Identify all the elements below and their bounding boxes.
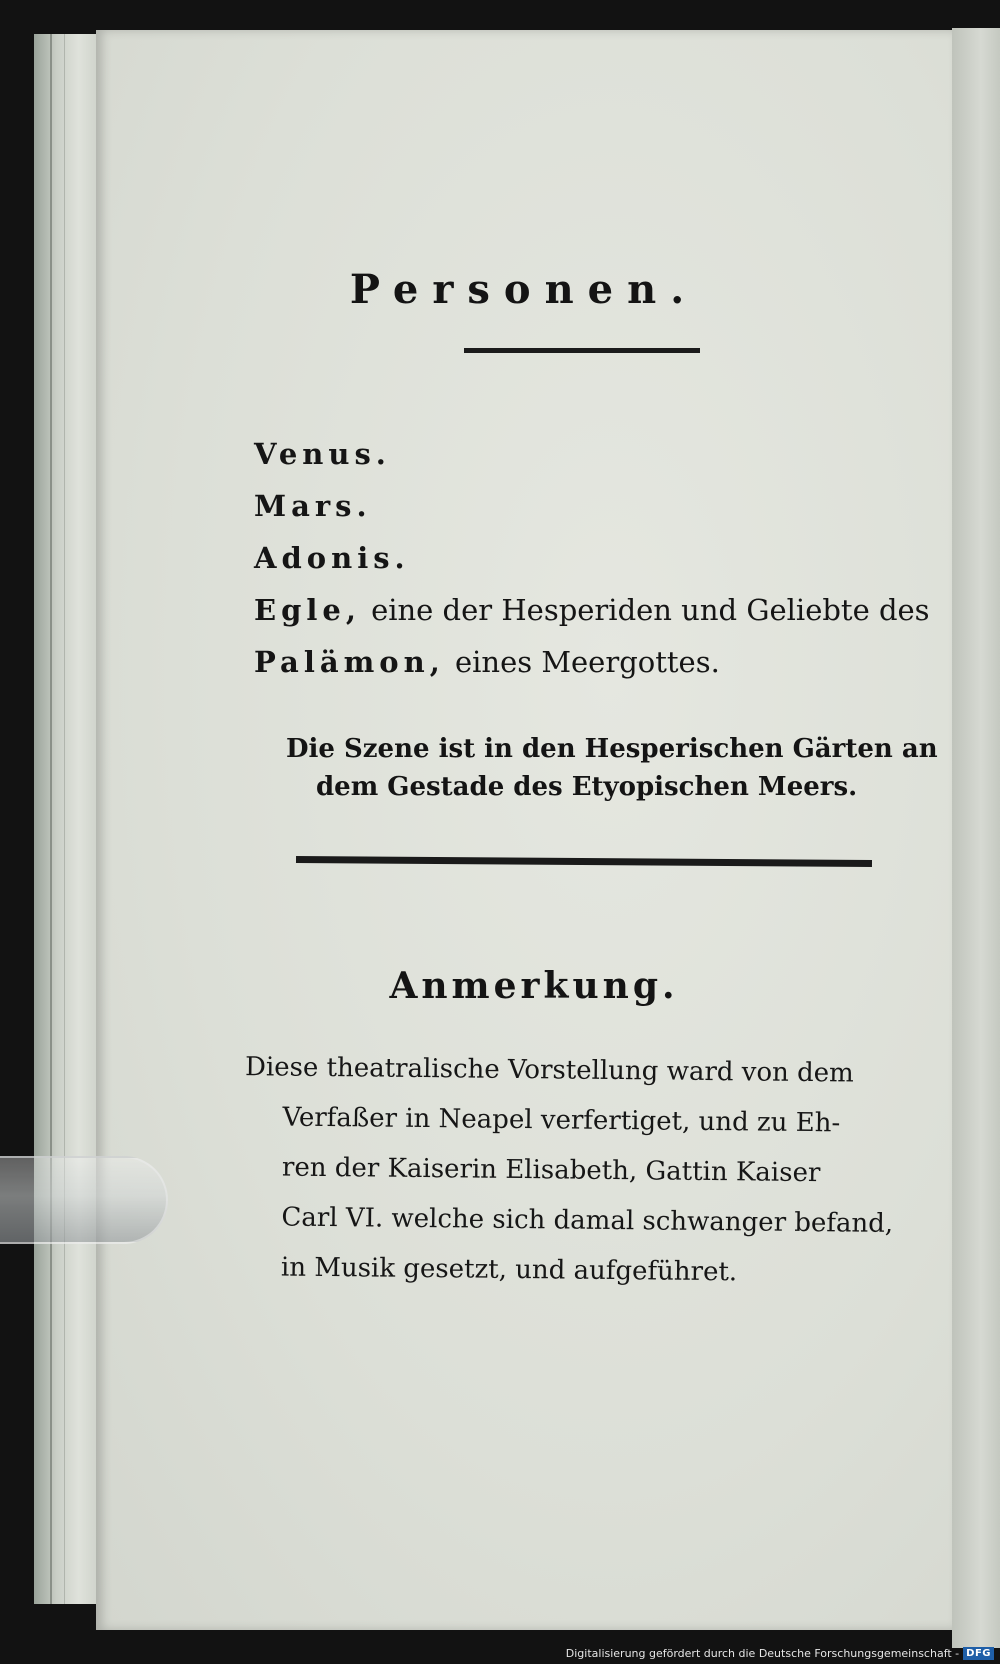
cast-item [254, 584, 930, 636]
divider-rule [464, 348, 700, 353]
scene-line: dem Gestade des Etyopischen Meers. [316, 772, 858, 802]
book-spine-edge [34, 34, 98, 1604]
scene-line: Die Szene ist in den Hesperischen Gärten an [286, 734, 938, 764]
cast-description: eines Meergottes. [454, 645, 720, 679]
heading-personen: Personen. [349, 266, 699, 313]
cast-name: Venus. [254, 437, 391, 471]
cast-name: Adonis. [254, 541, 410, 575]
cast-item [254, 636, 930, 688]
credit-text: Digitalisierung gefördert durch die Deutsche Forschungsgemeinschaft - [565, 1647, 960, 1660]
note-paragraph [243, 1042, 986, 1300]
note-line: ren der Kaiserin Elisabeth, Gattin Kaiser [281, 1152, 821, 1189]
note-line: in Musik gesetzt, und aufgeführet. [280, 1252, 738, 1288]
dfg-logo-icon: DFG [963, 1647, 994, 1660]
cast-item [254, 480, 930, 532]
facing-page-edge [952, 28, 1000, 1648]
cast-name: Mars. [254, 489, 372, 523]
heading-anmerkung: Anmerkung. [389, 965, 679, 1007]
cast-description: eine der Hesperiden und Geliebte des [371, 593, 930, 627]
cast-name: Egle, [254, 593, 361, 627]
page-clamp [0, 1156, 168, 1244]
cast-item [254, 532, 930, 584]
note-line: Verfaßer in Neapel verfertiget, und zu Eh- [282, 1102, 841, 1139]
cast-item [254, 428, 930, 480]
digitization-credit [566, 1647, 994, 1660]
cast-name: Palämon, [254, 645, 445, 679]
scene-description [286, 730, 1000, 806]
book-page [96, 30, 952, 1630]
section-rule [296, 856, 872, 867]
page-stack-edge [50, 34, 52, 1604]
page-stack-edge [64, 34, 65, 1604]
note-line: Diese theatralische Vorstellung ward von dem [244, 1052, 854, 1089]
note-line: Carl VI. welche sich damal schwanger befand, [281, 1202, 894, 1239]
cast-list [254, 428, 930, 688]
